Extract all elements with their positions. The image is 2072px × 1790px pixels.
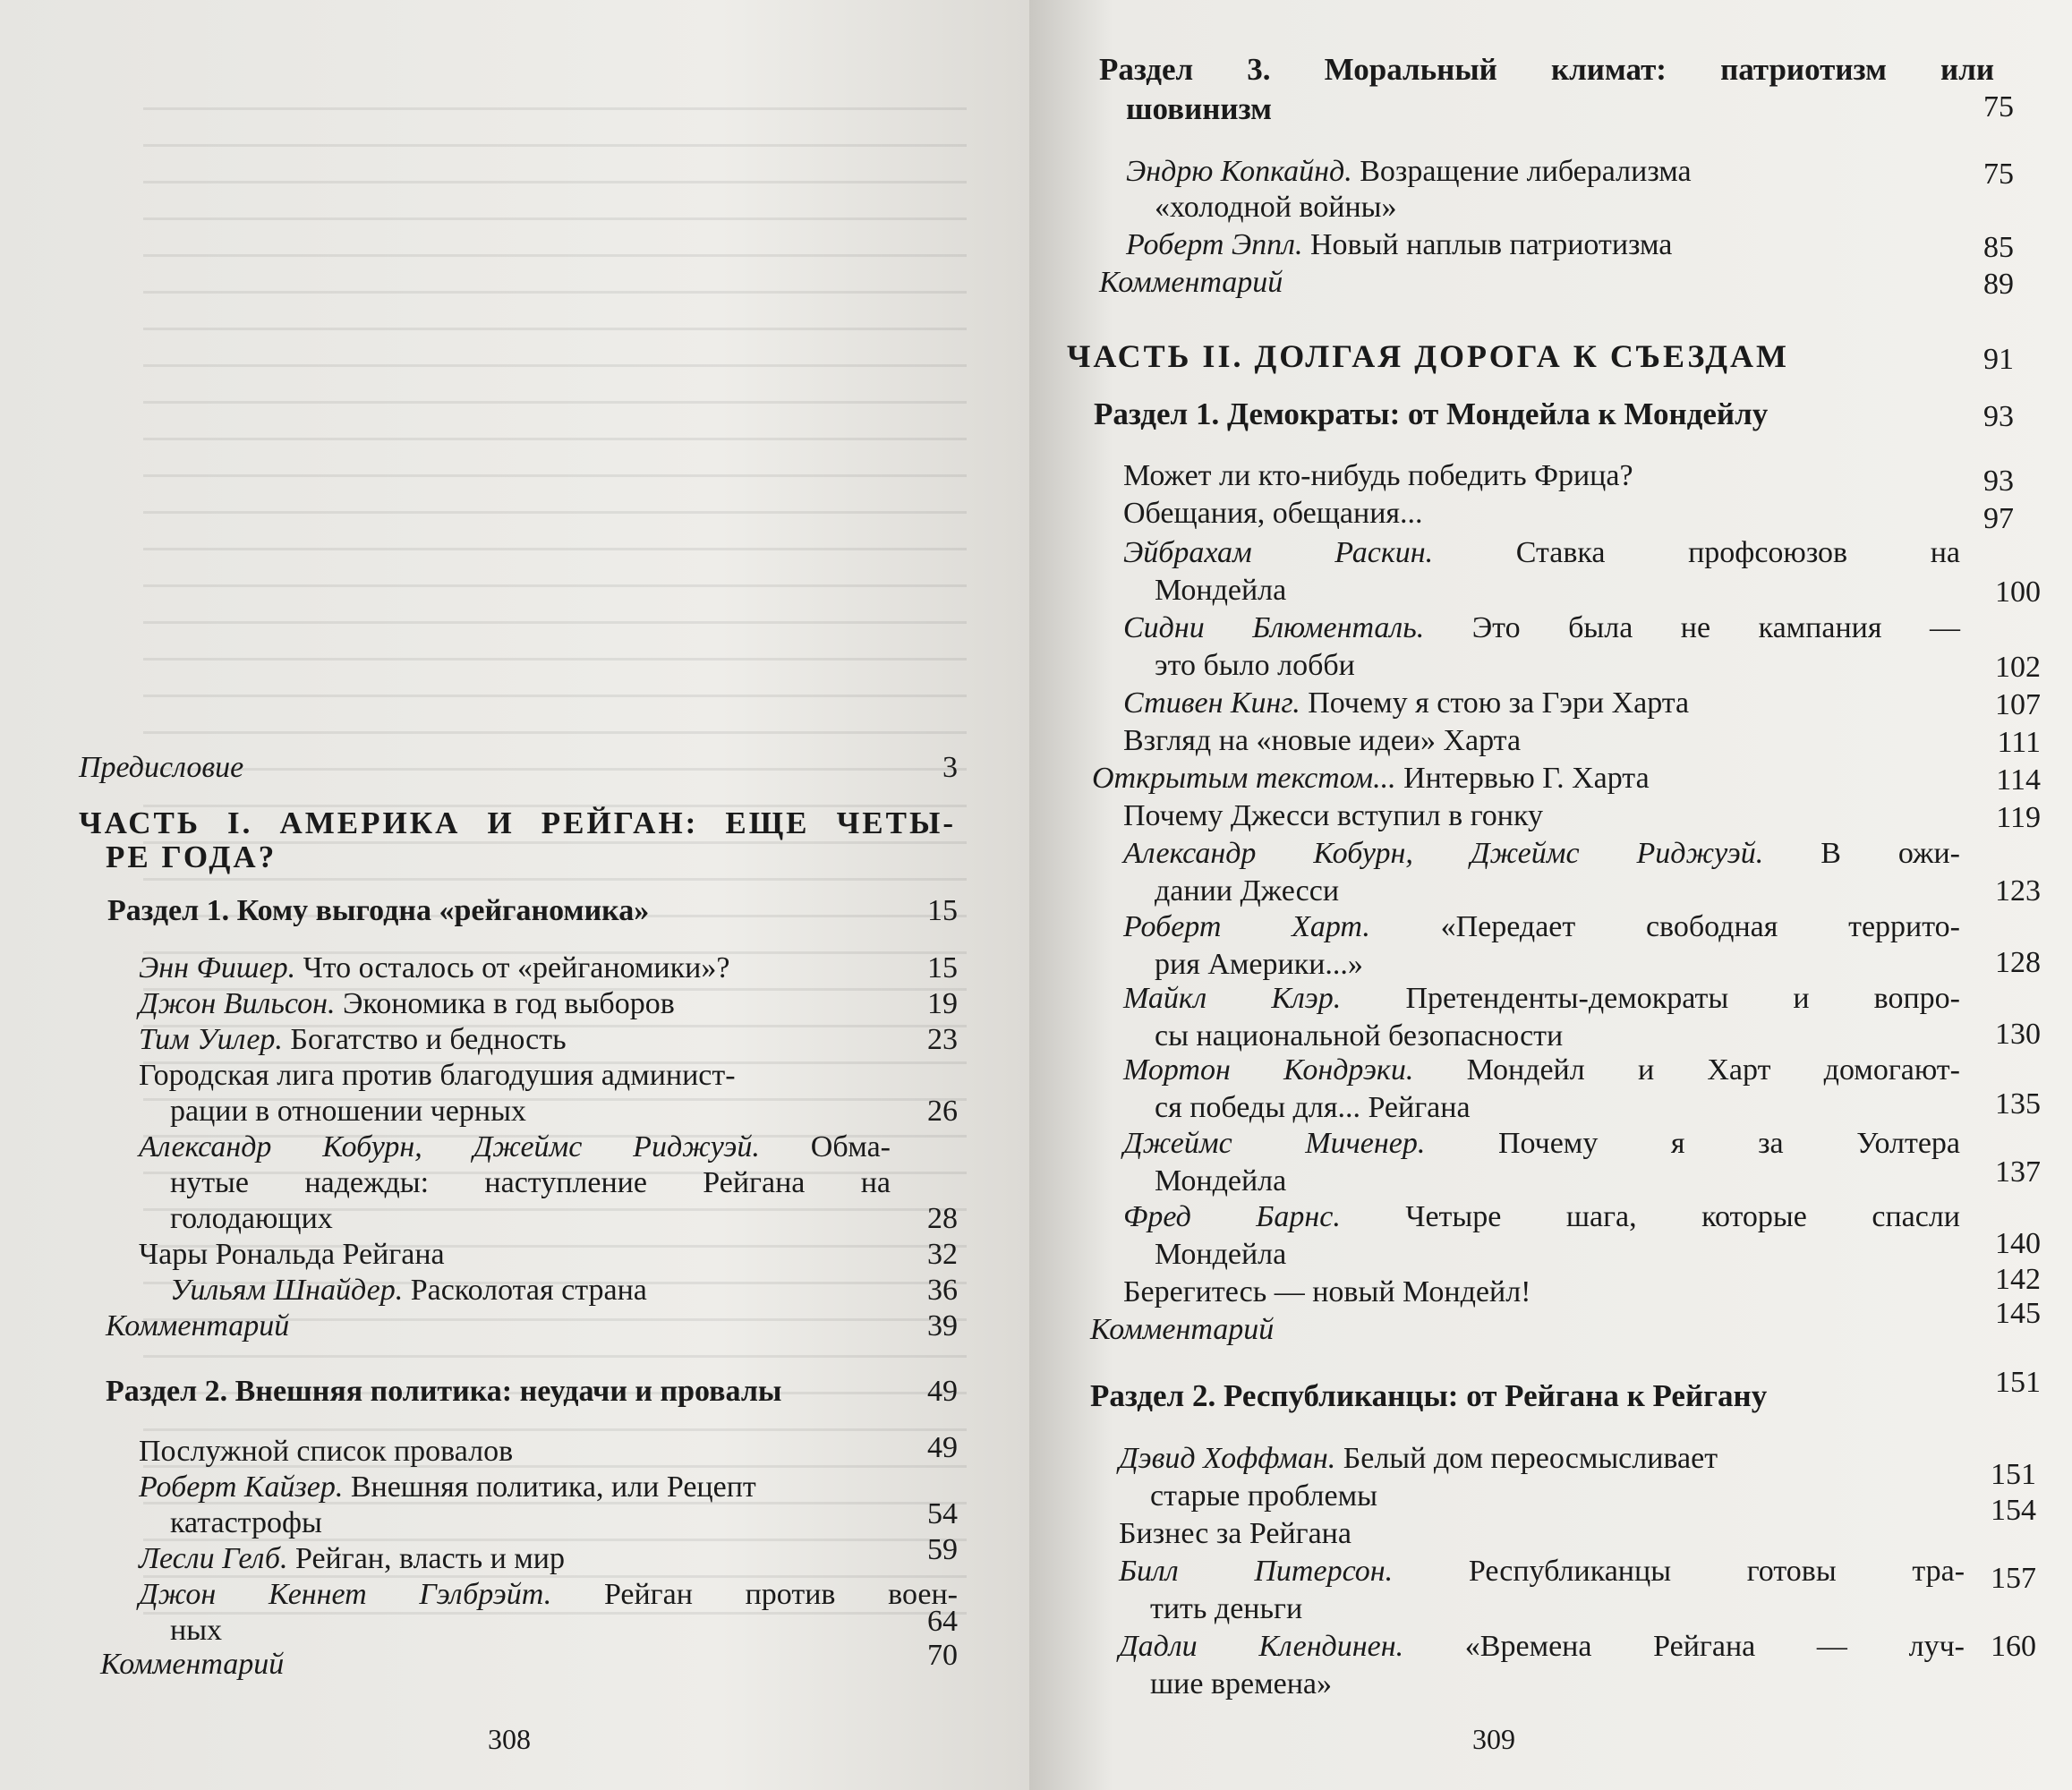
list-item: Сидни Блюменталь. Это была не кампания — (1123, 611, 1960, 644)
list-item-cont: «холодной войны» (1155, 191, 1397, 224)
item-page: 89 (1983, 268, 2014, 301)
list-item: Роберт Эппл. Новый наплыв патриотизма (1126, 228, 1673, 261)
section1-page: 15 (927, 894, 958, 927)
list-item-cont: ся победы для... Рейгана (1155, 1091, 1471, 1124)
item-page: 151 (1991, 1458, 2036, 1491)
list-item: Мортон Кондрэки. Мондейл и Харт домогают- (1123, 1053, 1960, 1087)
list-item: Джон Кеннет Гэлбрэйт. Рейган против воен- (139, 1578, 958, 1611)
item-page: 154 (1991, 1494, 2036, 1527)
item-page: 26 (927, 1095, 958, 1128)
page-number-left: 308 (488, 1723, 531, 1755)
list-item-cont: это было лобби (1155, 649, 1355, 682)
item-page: 142 (1995, 1263, 2041, 1296)
list-item: Берегитесь — новый Мондейл! (1123, 1275, 1531, 1308)
list-item-cont: катастрофы (170, 1506, 322, 1539)
item-page: 114 (1996, 763, 2041, 797)
part2-title: ЧАСТЬ II. ДОЛГАЯ ДОРОГА К СЪЕЗДАМ (1067, 338, 1789, 374)
item-page: 135 (1995, 1087, 2041, 1121)
section3-title: Раздел 3. Моральный климат: патриотизм или (1099, 52, 1994, 87)
item-page: 70 (927, 1639, 958, 1672)
list-item: Майкл Клэр. Претенденты-демократы и вопро- (1123, 982, 1960, 1015)
list-item-cont: ных (170, 1614, 223, 1647)
list-item: Открытым текстом... Интервью Г. Харта (1092, 762, 1650, 795)
part1-title-2: РЕ ГОДА? (106, 840, 277, 874)
right-page (1029, 0, 2072, 1790)
section-d-page: 93 (1983, 400, 2014, 433)
item-page: 39 (927, 1309, 958, 1342)
list-item: Стивен Кинг. Почему я стою за Гэри Харта (1123, 686, 1690, 720)
list-item: Чары Рональда Рейгана (139, 1238, 445, 1271)
list-item: Александр Кобурн, Джеймс Риджуэй. Обма- (139, 1130, 891, 1164)
list-item: Билл Питерсон. Республиканцы готовы тра- (1119, 1555, 1965, 1588)
list-item: Эйбрахам Раскин. Ставка профсоюзов на (1123, 536, 1961, 569)
list-item-cont: сы национальной безопасности (1155, 1019, 1564, 1053)
list-item-cont: Мондейла (1155, 574, 1287, 607)
list-item: Фред Барнс. Четыре шага, которые спасли (1123, 1200, 1960, 1233)
item-page: 97 (1983, 502, 2014, 535)
list-item: Александр Кобурн, Джеймс Риджуэй. В ожи- (1123, 837, 1960, 870)
list-item: Эндрю Копкайнд. Возращение либерализма (1126, 155, 1692, 188)
item-page: 59 (927, 1533, 958, 1566)
list-item: Послужной список провалов (139, 1435, 514, 1468)
item-page: 19 (927, 987, 958, 1020)
list-item: Энн Фишер. Что осталось от «рейганомики»? (139, 951, 730, 984)
list-item: Уильям Шнайдер. Расколотая страна (170, 1274, 647, 1307)
list-item-cont: старые проблемы (1150, 1479, 1377, 1513)
list-item-cont: рации в отношении черных (170, 1095, 526, 1128)
left-page (0, 0, 1029, 1790)
page-number-right: 309 (1472, 1723, 1515, 1755)
preface-page: 3 (942, 751, 958, 784)
item-page: 100 (1995, 575, 2041, 609)
item-page: 102 (1995, 651, 2041, 684)
list-item: Дэвид Хоффман. Белый дом переосмысливает (1119, 1442, 1718, 1475)
item-page: 111 (1997, 726, 2041, 759)
item-page: 64 (927, 1605, 958, 1638)
item-page: 85 (1983, 231, 2014, 264)
part1-title: ЧАСТЬ I. АМЕРИКА И РЕЙГАН: ЕЩЕ ЧЕТЫ- (79, 806, 956, 840)
list-item-cont: дании Джесси (1155, 874, 1340, 908)
section-r-title: Раздел 2. Республиканцы: от Рейгана к Рейгану (1090, 1378, 1768, 1413)
item-page: 140 (1995, 1227, 2041, 1260)
item-page: 36 (927, 1274, 958, 1307)
item-page: 130 (1995, 1018, 2041, 1051)
section2-title: Раздел 2. Внешняя политика: неудачи и провалы (106, 1375, 782, 1408)
item-page: 107 (1995, 688, 2041, 721)
section-r-page: 151 (1995, 1366, 2041, 1399)
list-item: Почему Джесси вступил в гонку (1123, 799, 1544, 832)
list-item: Джеймс Миченер. Почему я за Уолтера (1123, 1127, 1960, 1160)
list-item-cont: Мондейла (1155, 1238, 1287, 1271)
list-item: Бизнес за Рейгана (1119, 1517, 1351, 1550)
part2-page: 91 (1983, 343, 2014, 376)
item-page: 54 (927, 1497, 958, 1530)
comment-label: Комментарий (106, 1309, 290, 1342)
item-page: 32 (927, 1238, 958, 1271)
item-page: 145 (1995, 1297, 2041, 1330)
item-page: 119 (1996, 801, 2041, 834)
section3-title-2: шовинизм (1126, 91, 1272, 126)
preface-title: Предисловие (79, 751, 244, 784)
list-item: Тим Уилер. Богатство и бедность (139, 1023, 567, 1056)
list-item-cont: рия Америки...» (1155, 948, 1363, 981)
comment-label: Комментарий (100, 1648, 285, 1681)
item-page: 75 (1983, 158, 2014, 191)
list-item: Обещания, обещания... (1123, 497, 1423, 530)
item-page: 93 (1983, 465, 2014, 498)
comment-label: Комментарий (1090, 1313, 1275, 1346)
item-page: 123 (1995, 874, 2041, 908)
section3-page: 75 (1983, 90, 2014, 124)
item-page: 128 (1995, 946, 2041, 979)
list-item: Роберт Харт. «Передает свободная террито- (1123, 910, 1960, 943)
item-page: 23 (927, 1023, 958, 1056)
list-item-cont: тить деньги (1150, 1592, 1303, 1625)
item-page: 160 (1991, 1630, 2036, 1663)
item-page: 28 (927, 1202, 958, 1235)
list-item-cont: Мондейла (1155, 1164, 1287, 1198)
list-item: Дадли Клендинен. «Времена Рейгана — луч- (1119, 1630, 1965, 1663)
item-page: 49 (927, 1431, 958, 1464)
item-page: 157 (1991, 1562, 2036, 1595)
list-item: Роберт Кайзер. Внешняя политика, или Рецепт (139, 1470, 756, 1504)
list-item-cont: шие времена» (1150, 1667, 1333, 1700)
list-item: Взгляд на «новые идеи» Харта (1123, 724, 1522, 757)
item-page: 15 (927, 951, 958, 984)
list-item-cont: голодающих (170, 1202, 333, 1235)
section2-page: 49 (927, 1375, 958, 1408)
list-item: Джон Вильсон. Экономика в год выборов (139, 987, 675, 1020)
section1-title: Раздел 1. Кому выгодна «рейганомика» (107, 894, 650, 927)
list-item-cont: нутые надежды: наступление Рейгана на (170, 1166, 891, 1199)
list-item: Лесли Гелб. Рейган, власть и мир (139, 1542, 566, 1575)
list-item: Может ли кто-нибудь победить Фрица? (1123, 459, 1633, 492)
list-item: Городская лига против благодушия админист- (139, 1059, 736, 1092)
item-page: 137 (1995, 1155, 2041, 1189)
section-d-title: Раздел 1. Демократы: от Мондейла к Мондейлу (1094, 396, 1769, 431)
comment-label: Комментарий (1099, 266, 1283, 299)
